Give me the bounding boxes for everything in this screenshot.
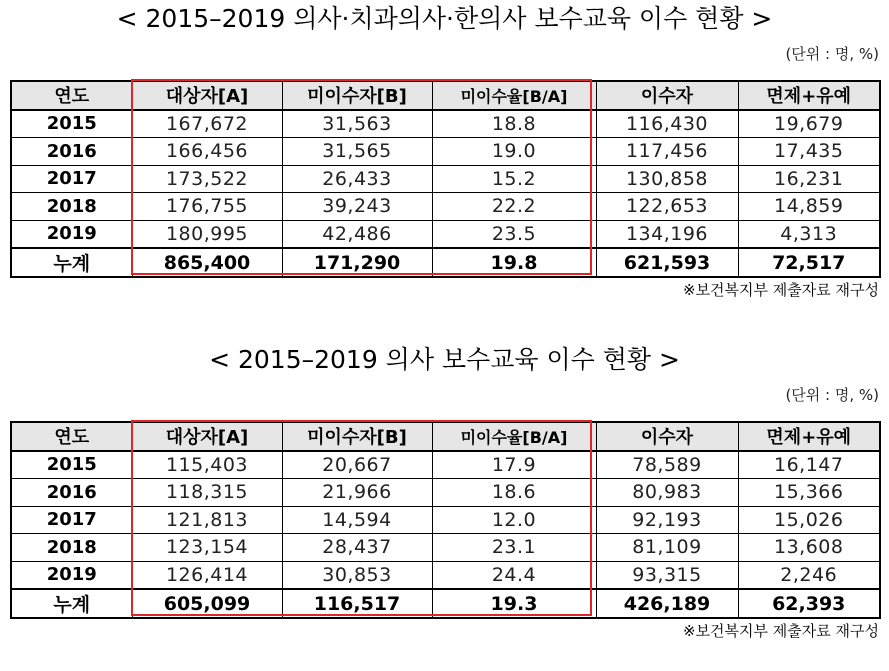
cell-incomplete-rate: 22.2 bbox=[432, 193, 596, 221]
cell-total-incomplete-rate: 19.8 bbox=[432, 248, 596, 277]
cell-target: 126,414 bbox=[132, 561, 282, 589]
cell-incomplete-rate: 18.8 bbox=[432, 110, 596, 138]
cell-completed: 130,858 bbox=[596, 165, 738, 193]
cell-completed: 80,983 bbox=[596, 479, 738, 507]
column-header-exempt-deferred: 면제+유예 bbox=[738, 422, 880, 451]
cell-total-incomplete: 171,290 bbox=[282, 248, 432, 277]
cell-target: 180,995 bbox=[132, 220, 282, 248]
data-table bbox=[10, 80, 881, 278]
table-row bbox=[11, 165, 880, 193]
unit-label: (단위 : 명, %) bbox=[785, 386, 879, 404]
cell-target: 121,813 bbox=[132, 506, 282, 534]
cell-year: 2019 bbox=[11, 561, 132, 589]
cell-incomplete: 20,667 bbox=[282, 451, 432, 479]
cell-year: 2015 bbox=[11, 110, 132, 138]
column-header-target: 대상자[A] bbox=[132, 422, 282, 451]
cell-total-label: 누계 bbox=[11, 248, 132, 277]
cell-incomplete: 42,486 bbox=[282, 220, 432, 248]
cell-completed: 78,589 bbox=[596, 451, 738, 479]
cell-year: 2016 bbox=[11, 479, 132, 507]
cell-completed: 92,193 bbox=[596, 506, 738, 534]
cell-year: 2016 bbox=[11, 138, 132, 166]
cell-target: 176,755 bbox=[132, 193, 282, 221]
cell-exempt-deferred: 4,313 bbox=[738, 220, 880, 248]
column-header-target: 대상자[A] bbox=[132, 81, 282, 110]
cell-incomplete-rate: 23.5 bbox=[432, 220, 596, 248]
cell-incomplete: 31,565 bbox=[282, 138, 432, 166]
cell-total-incomplete: 116,517 bbox=[282, 589, 432, 618]
cell-exempt-deferred: 16,147 bbox=[738, 451, 880, 479]
cell-target: 166,456 bbox=[132, 138, 282, 166]
cell-total-label: 누계 bbox=[11, 589, 132, 618]
cell-incomplete: 30,853 bbox=[282, 561, 432, 589]
cell-year: 2017 bbox=[11, 165, 132, 193]
cell-incomplete: 14,594 bbox=[282, 506, 432, 534]
cell-completed: 81,109 bbox=[596, 534, 738, 562]
source-note: ※보건복지부 제출자료 재구성 bbox=[683, 281, 879, 299]
cell-incomplete-rate: 12.0 bbox=[432, 506, 596, 534]
cell-target: 123,154 bbox=[132, 534, 282, 562]
cell-year: 2017 bbox=[11, 506, 132, 534]
cell-incomplete: 21,966 bbox=[282, 479, 432, 507]
total-row bbox=[11, 248, 880, 277]
cell-completed: 122,653 bbox=[596, 193, 738, 221]
table-row bbox=[11, 561, 880, 589]
cell-exempt-deferred: 16,231 bbox=[738, 165, 880, 193]
cell-incomplete-rate: 17.9 bbox=[432, 451, 596, 479]
cell-incomplete-rate: 19.0 bbox=[432, 138, 596, 166]
column-header-exempt-deferred: 면제+유예 bbox=[738, 81, 880, 110]
table-row bbox=[11, 534, 880, 562]
cell-total-incomplete-rate: 19.3 bbox=[432, 589, 596, 618]
cell-incomplete: 26,433 bbox=[282, 165, 432, 193]
cell-target: 173,522 bbox=[132, 165, 282, 193]
cell-incomplete: 39,243 bbox=[282, 193, 432, 221]
cell-incomplete: 28,437 bbox=[282, 534, 432, 562]
cell-target: 118,315 bbox=[132, 479, 282, 507]
column-header-completed: 이수자 bbox=[596, 422, 738, 451]
cell-target: 115,403 bbox=[132, 451, 282, 479]
column-header-year: 연도 bbox=[11, 422, 132, 451]
unit-label: (단위 : 명, %) bbox=[785, 45, 879, 63]
column-header-incomplete: 미이수자[B] bbox=[282, 422, 432, 451]
table-row bbox=[11, 451, 880, 479]
header-row bbox=[11, 81, 880, 110]
cell-exempt-deferred: 17,435 bbox=[738, 138, 880, 166]
cell-total-exempt-deferred: 72,517 bbox=[738, 248, 880, 277]
cell-year: 2019 bbox=[11, 220, 132, 248]
table-row bbox=[11, 193, 880, 221]
cell-total-exempt-deferred: 62,393 bbox=[738, 589, 880, 618]
cell-completed: 93,315 bbox=[596, 561, 738, 589]
column-header-year: 연도 bbox=[11, 81, 132, 110]
cell-incomplete-rate: 15.2 bbox=[432, 165, 596, 193]
cell-completed: 117,456 bbox=[596, 138, 738, 166]
source-note: ※보건복지부 제출자료 재구성 bbox=[683, 622, 879, 640]
cell-incomplete-rate: 18.6 bbox=[432, 479, 596, 507]
cell-incomplete-rate: 23.1 bbox=[432, 534, 596, 562]
column-header-completed: 이수자 bbox=[596, 81, 738, 110]
table-row bbox=[11, 479, 880, 507]
table-row bbox=[11, 506, 880, 534]
table-title: < 2015–2019 의사 보수교육 이수 현황 > bbox=[209, 345, 680, 374]
cell-completed: 116,430 bbox=[596, 110, 738, 138]
cell-exempt-deferred: 15,026 bbox=[738, 506, 880, 534]
cell-completed: 134,196 bbox=[596, 220, 738, 248]
cell-exempt-deferred: 2,246 bbox=[738, 561, 880, 589]
cell-exempt-deferred: 14,859 bbox=[738, 193, 880, 221]
cell-target: 167,672 bbox=[132, 110, 282, 138]
cell-exempt-deferred: 15,366 bbox=[738, 479, 880, 507]
table-row bbox=[11, 138, 880, 166]
total-row bbox=[11, 589, 880, 618]
cell-total-target: 605,099 bbox=[132, 589, 282, 618]
column-header-incomplete: 미이수자[B] bbox=[282, 81, 432, 110]
header-row bbox=[11, 422, 880, 451]
cell-year: 2018 bbox=[11, 193, 132, 221]
cell-total-completed: 426,189 bbox=[596, 589, 738, 618]
column-header-incomplete-rate: 미이수율[B/A] bbox=[432, 422, 596, 451]
cell-exempt-deferred: 13,608 bbox=[738, 534, 880, 562]
cell-incomplete: 31,563 bbox=[282, 110, 432, 138]
cell-incomplete-rate: 24.4 bbox=[432, 561, 596, 589]
cell-exempt-deferred: 19,679 bbox=[738, 110, 880, 138]
table-title: < 2015–2019 의사·치과의사·한의사 보수교육 이수 현황 > bbox=[116, 4, 773, 33]
cell-year: 2018 bbox=[11, 534, 132, 562]
cell-year: 2015 bbox=[11, 451, 132, 479]
data-table bbox=[10, 421, 881, 619]
cell-total-target: 865,400 bbox=[132, 248, 282, 277]
table-row bbox=[11, 110, 880, 138]
cell-total-completed: 621,593 bbox=[596, 248, 738, 277]
table-row bbox=[11, 220, 880, 248]
column-header-incomplete-rate: 미이수율[B/A] bbox=[432, 81, 596, 110]
